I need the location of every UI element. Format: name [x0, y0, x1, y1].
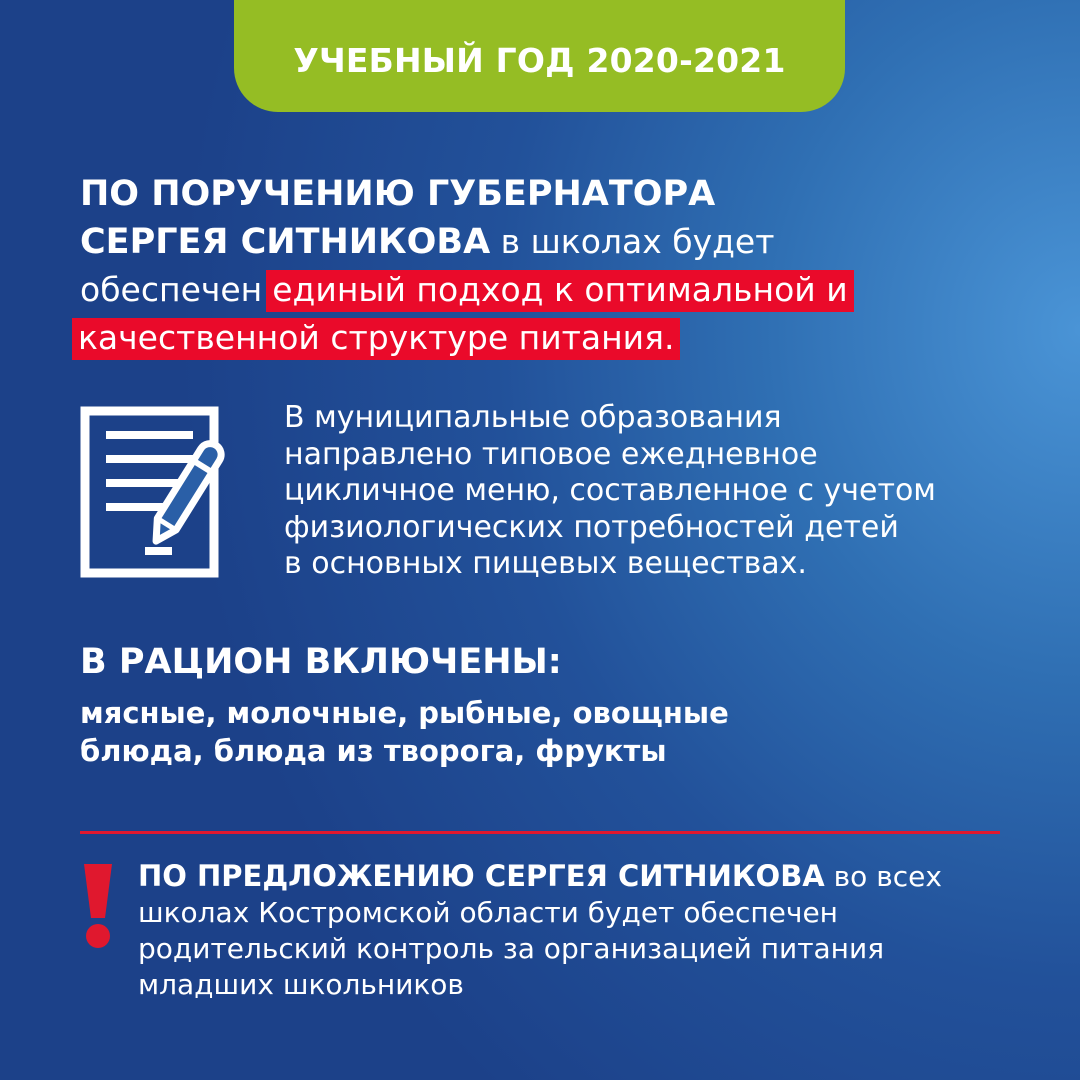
- menu-description: [284, 400, 1044, 583]
- intro-line-4: [72, 314, 1040, 362]
- note-line: младших школьников: [138, 968, 464, 1001]
- ration-line: блюда, блюда из творога, фрукты: [80, 734, 667, 768]
- intro-text-2: в школах будет: [490, 222, 775, 261]
- menu-line: в основных пищевых веществах.: [284, 546, 807, 581]
- note-line: школах Костромской области будет обеспечен: [138, 896, 838, 929]
- year-badge: [234, 0, 845, 112]
- document-pencil-icon: [80, 406, 245, 578]
- intro-highlight-1: единый подход к оптимальной и: [266, 270, 853, 312]
- note-line-1: [138, 858, 1038, 895]
- menu-line: направлено типовое ежедневное: [284, 436, 818, 472]
- intro-heading-name: СЕРГЕЯ СИТНИКОВА: [80, 222, 491, 262]
- divider: [80, 831, 1000, 834]
- ration-title: В РАЦИОН ВКЛЮЧЕНЫ:: [80, 642, 562, 682]
- year-badge-label: УЧЕБНЫЙ ГОД 2020-2021: [293, 40, 786, 80]
- menu-line: В муниципальные образования: [284, 400, 782, 435]
- menu-line: физиологических потребностей детей: [284, 509, 899, 545]
- ration-line: мясные, молочные, рыбные, овощные: [80, 696, 729, 730]
- exclamation-icon: [80, 860, 116, 950]
- note-heading: ПО ПРЕДЛОЖЕНИЮ СЕРГЕЯ СИТНИКОВА: [138, 859, 825, 893]
- note-line: родительский контроль за организацией питания: [138, 932, 885, 965]
- parental-control-note: [138, 858, 1038, 1003]
- intro-line-2: [80, 218, 1040, 266]
- ration-items: [80, 694, 729, 770]
- note-text-1: во всех: [824, 860, 942, 893]
- menu-line: цикличное меню, составленное с учетом: [284, 473, 936, 508]
- intro-line-3: [80, 266, 1040, 314]
- intro-highlight-2: качественной структуре питания.: [72, 318, 680, 360]
- intro-line-1: [80, 170, 1040, 218]
- intro-heading-1: ПО ПОРУЧЕНИЮ ГУБЕРНАТОРА: [80, 174, 716, 214]
- intro-text-3: обеспечен: [80, 270, 263, 309]
- intro-block: [80, 170, 1040, 362]
